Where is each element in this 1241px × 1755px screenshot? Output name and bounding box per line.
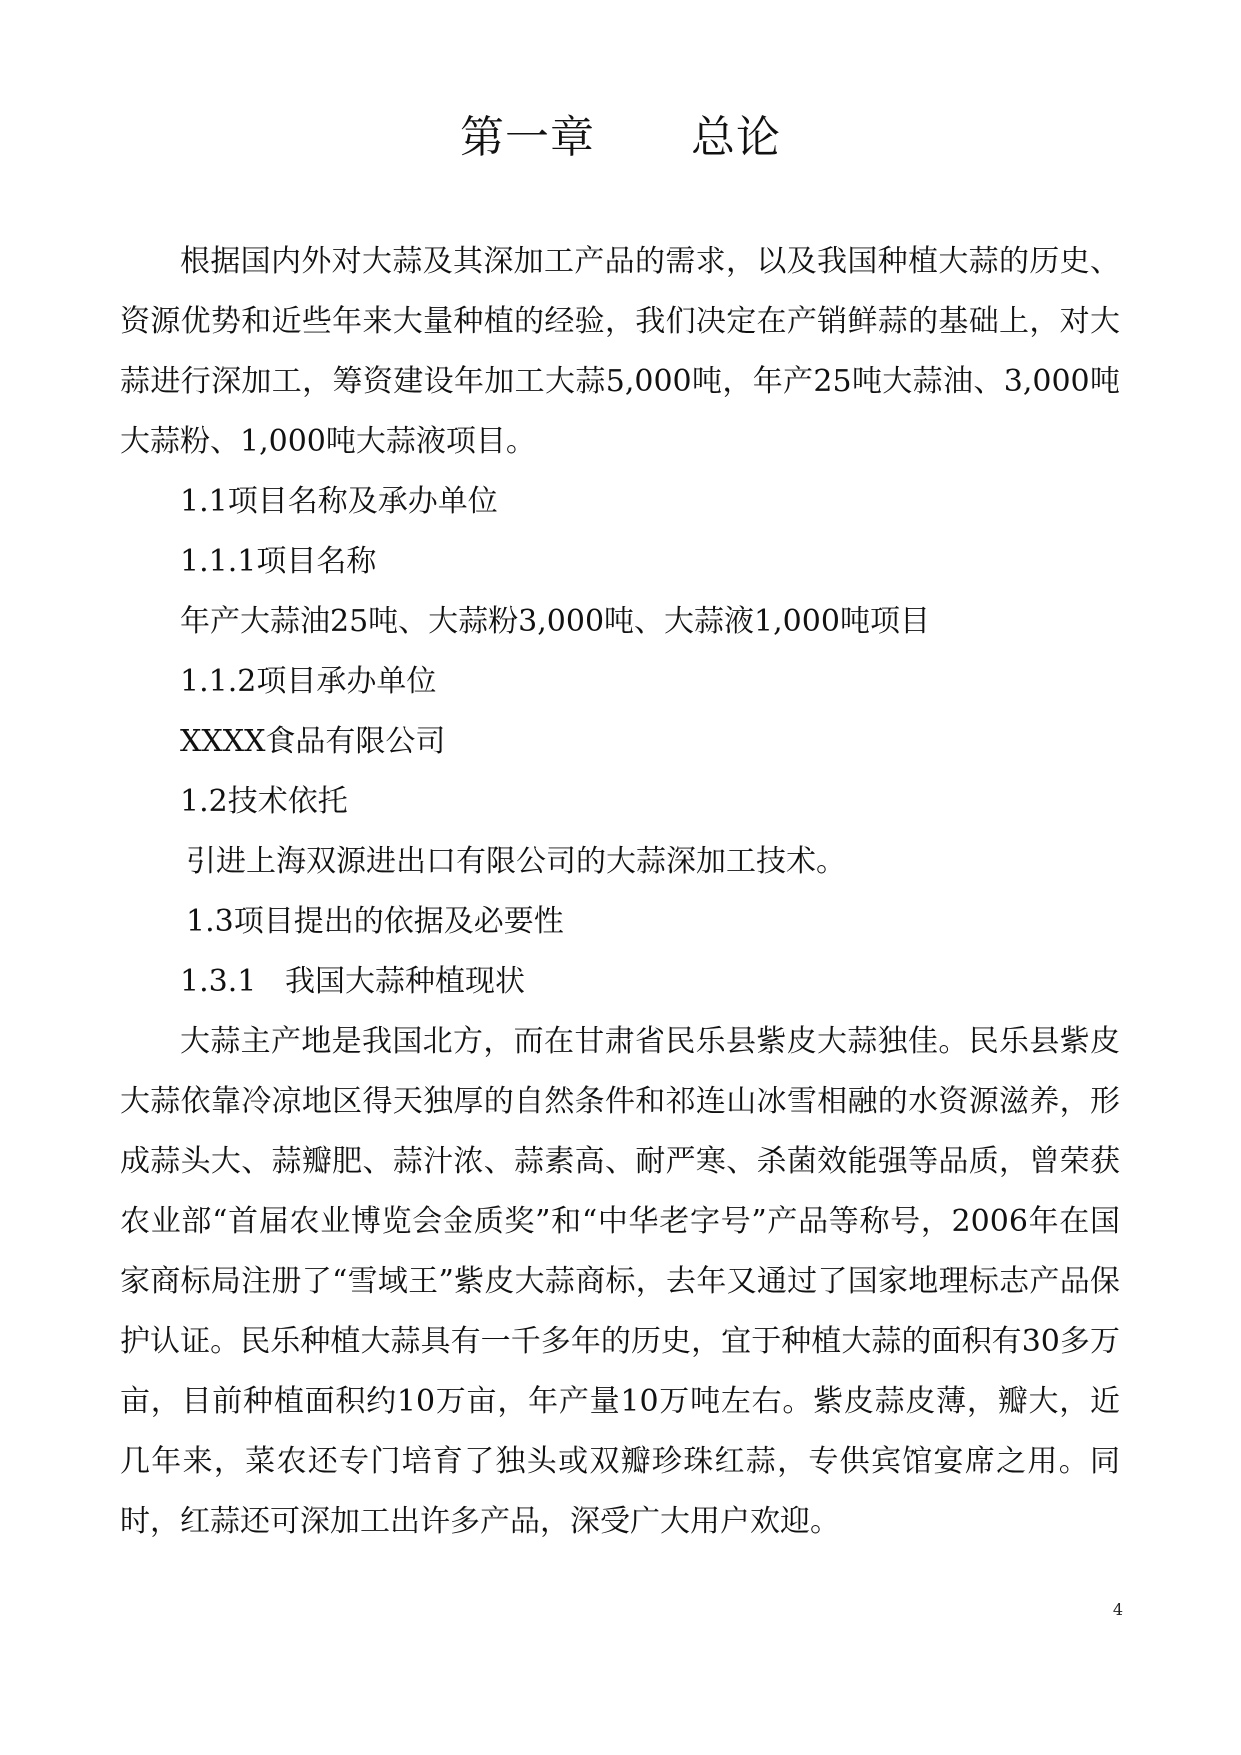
project-name-text: 年产大蒜油25吨、大蒜粉3,000吨、大蒜液1,000吨项目 xyxy=(180,604,930,639)
tech-support-text: 引进上海双源进出口有限公司的大蒜深加工技术。 xyxy=(186,844,846,879)
section-heading-1-3-1: 1.3.1 我国大蒜种植现状 xyxy=(180,964,525,999)
chapter-number: 第一章 xyxy=(460,112,595,163)
section-heading-1-2: 1.2技术依托 xyxy=(180,784,348,819)
chapter-name: 总论 xyxy=(691,112,781,163)
status-paragraph: 大蒜主产地是我国北方，而在甘肃省民乐县紫皮大蒜独佳。民乐县紫皮大蒜依靠冷凉地区得天独厚的自然条件和祁连山冰雪相融的水资源滋养，形成蒜头大、蒜瓣肥、蒜汁浓、蒜素高、耐严寒、杀菌效能强等品质，曾荣获农业部“首届农业博览会金质奖”和“中华老字号”产品等称号，2006年在国家商标局注册了“雪域王”紫皮大蒜商标，去年又通过了国家地理标志产品保护认证。民乐种植大蒜具有一千多年的历史，宜于种植大蒜的面积有30多万亩，目前种植面积约10万亩，年产量10万吨左右。紫皮蒜皮薄，瓣大，近几年来，菜农还专门培育了独头或双瓣珍珠红蒜，专供宾馆宴席之用。同时，红蒜还可深加工出许多产品，深受广大用户欢迎。 xyxy=(120,1024,1120,1539)
section-heading-1-1-1: 1.1.1项目名称 xyxy=(180,544,377,579)
company-name-text: XXXX食品有限公司 xyxy=(180,724,446,759)
section-heading-1-1: 1.1项目名称及承办单位 xyxy=(180,484,498,519)
page-number: 4 xyxy=(1112,1600,1123,1619)
section-heading-1-1-2: 1.1.2项目承办单位 xyxy=(180,664,437,699)
body-text xyxy=(120,232,1120,1552)
section-heading-1-3: 1.3项目提出的依据及必要性 xyxy=(186,904,564,939)
chapter-title xyxy=(0,108,1241,168)
intro-paragraph: 根据国内外对大蒜及其深加工产品的需求，以及我国种植大蒜的历史、资源优势和近些年来大量种植的经验，我们决定在产销鲜蒜的基础上，对大蒜进行深加工，筹资建设年加工大蒜5,000吨，年产25吨大蒜油、3,000吨大蒜粉、1,000吨大蒜液项目。 xyxy=(120,244,1120,459)
